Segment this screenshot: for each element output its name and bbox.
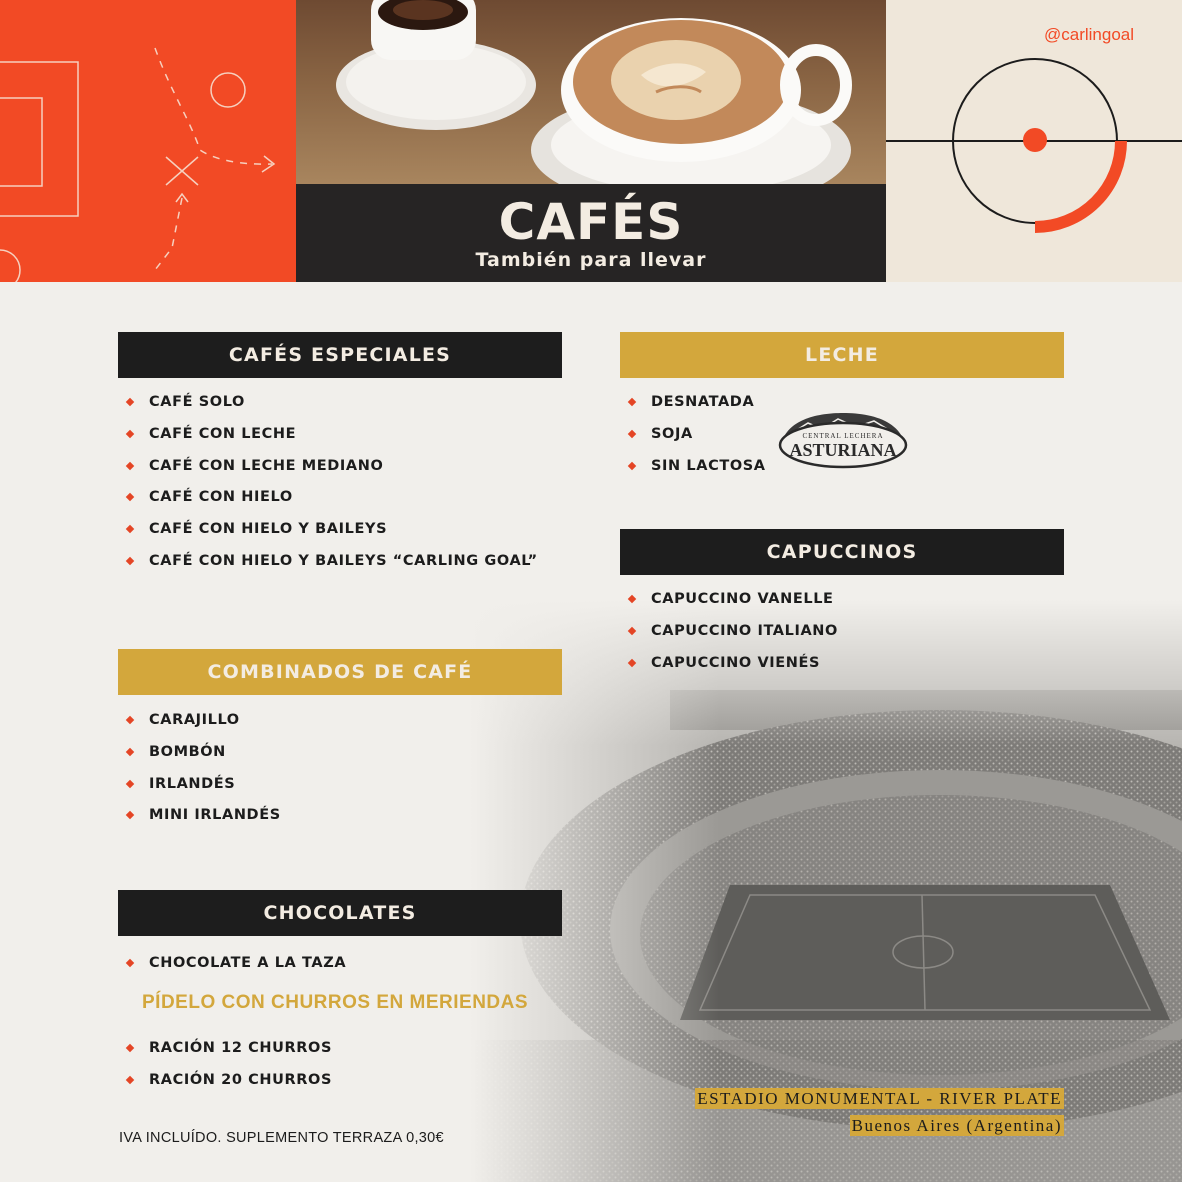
menu-item: RACIÓN 12 CHURROS — [126, 1033, 332, 1065]
menu-item: BOMBÓN — [126, 737, 281, 769]
menu-item: DESNATADA — [628, 387, 766, 419]
menu-item: CARAJILLO — [126, 705, 281, 737]
menu-item: RACIÓN 20 CHURROS — [126, 1065, 332, 1097]
vat-note: IVA INCLUÍDO. SUPLEMENTO TERRAZA 0,30€ — [119, 1130, 444, 1146]
menu-item: CAFÉ CON HIELO Y BAILEYS “CARLING GOAL” — [126, 546, 538, 578]
section-header-chocolates: CHOCOLATES — [118, 890, 562, 936]
diamond-bullet-icon — [126, 525, 134, 533]
section-header-capuccinos: CAPUCCINOS — [620, 529, 1064, 575]
menu-item: SIN LACTOSA — [628, 451, 766, 483]
diamond-bullet-icon — [126, 557, 134, 565]
diamond-bullet-icon — [126, 1044, 134, 1052]
list-cafes-especiales — [126, 387, 538, 578]
section-header-leche: LECHE — [620, 332, 1064, 378]
list-leche — [628, 387, 766, 482]
diamond-bullet-icon — [126, 430, 134, 438]
diamond-bullet-icon — [628, 398, 636, 406]
logo-brand-text: ASTURIANA — [789, 440, 897, 460]
logo-top-text: CENTRAL LECHERA — [802, 432, 884, 440]
menu-item: CAFÉ CON LECHE MEDIANO — [126, 451, 538, 483]
diamond-bullet-icon — [628, 595, 636, 603]
menu-item: SOJA — [628, 419, 766, 451]
diamond-bullet-icon — [126, 461, 134, 469]
section-header-cafes-especiales: CAFÉS ESPECIALES — [118, 332, 562, 378]
diamond-bullet-icon — [126, 493, 134, 501]
menu-item: CAPUCCINO VANELLE — [628, 584, 838, 616]
menu-item: CAFÉ CON HIELO Y BAILEYS — [126, 514, 538, 546]
page-title: CAFÉS — [498, 193, 684, 251]
diamond-bullet-icon — [628, 627, 636, 635]
menu-item: CAPUCCINO ITALIANO — [628, 616, 838, 648]
menu-item: CHOCOLATE A LA TAZA — [126, 948, 346, 980]
list-chocolates — [126, 948, 346, 980]
stadium-city-caption: Buenos Aires (Argentina) — [851, 1116, 1062, 1135]
menu-item: MINI IRLANDÉS — [126, 800, 281, 832]
menu-item: CAPUCCINO VIENÉS — [628, 648, 838, 680]
list-churros — [126, 1033, 332, 1097]
diamond-bullet-icon — [126, 779, 134, 787]
diamond-bullet-icon — [126, 398, 134, 406]
diamond-bullet-icon — [126, 959, 134, 967]
list-capuccinos — [628, 584, 838, 679]
menu-item: CAFÉ CON LECHE — [126, 419, 538, 451]
diamond-bullet-icon — [126, 1076, 134, 1084]
diamond-bullet-icon — [628, 658, 636, 666]
diamond-bullet-icon — [628, 430, 636, 438]
page-subtitle: También para llevar — [475, 249, 707, 271]
central-lechera-asturiana-logo — [778, 411, 908, 469]
social-handle: @carlingoal — [1044, 25, 1135, 44]
churros-promo-note: PÍDELO CON CHURROS EN MERIENDAS — [142, 992, 529, 1013]
menu-item: CAFÉ CON HIELO — [126, 482, 538, 514]
diamond-bullet-icon — [126, 811, 134, 819]
diamond-bullet-icon — [126, 748, 134, 756]
menu-item: IRLANDÉS — [126, 769, 281, 801]
coffee-cups-photo — [296, 0, 886, 184]
list-combinados — [126, 705, 281, 832]
pitch-center-graphic — [886, 0, 1182, 282]
menu-item: CAFÉ SOLO — [126, 387, 538, 419]
section-header-combinados: COMBINADOS DE CAFÉ — [118, 649, 562, 695]
stadium-name-caption: ESTADIO MONUMENTAL - RIVER PLATE — [697, 1089, 1062, 1108]
diamond-bullet-icon — [126, 716, 134, 724]
diamond-bullet-icon — [628, 461, 636, 469]
